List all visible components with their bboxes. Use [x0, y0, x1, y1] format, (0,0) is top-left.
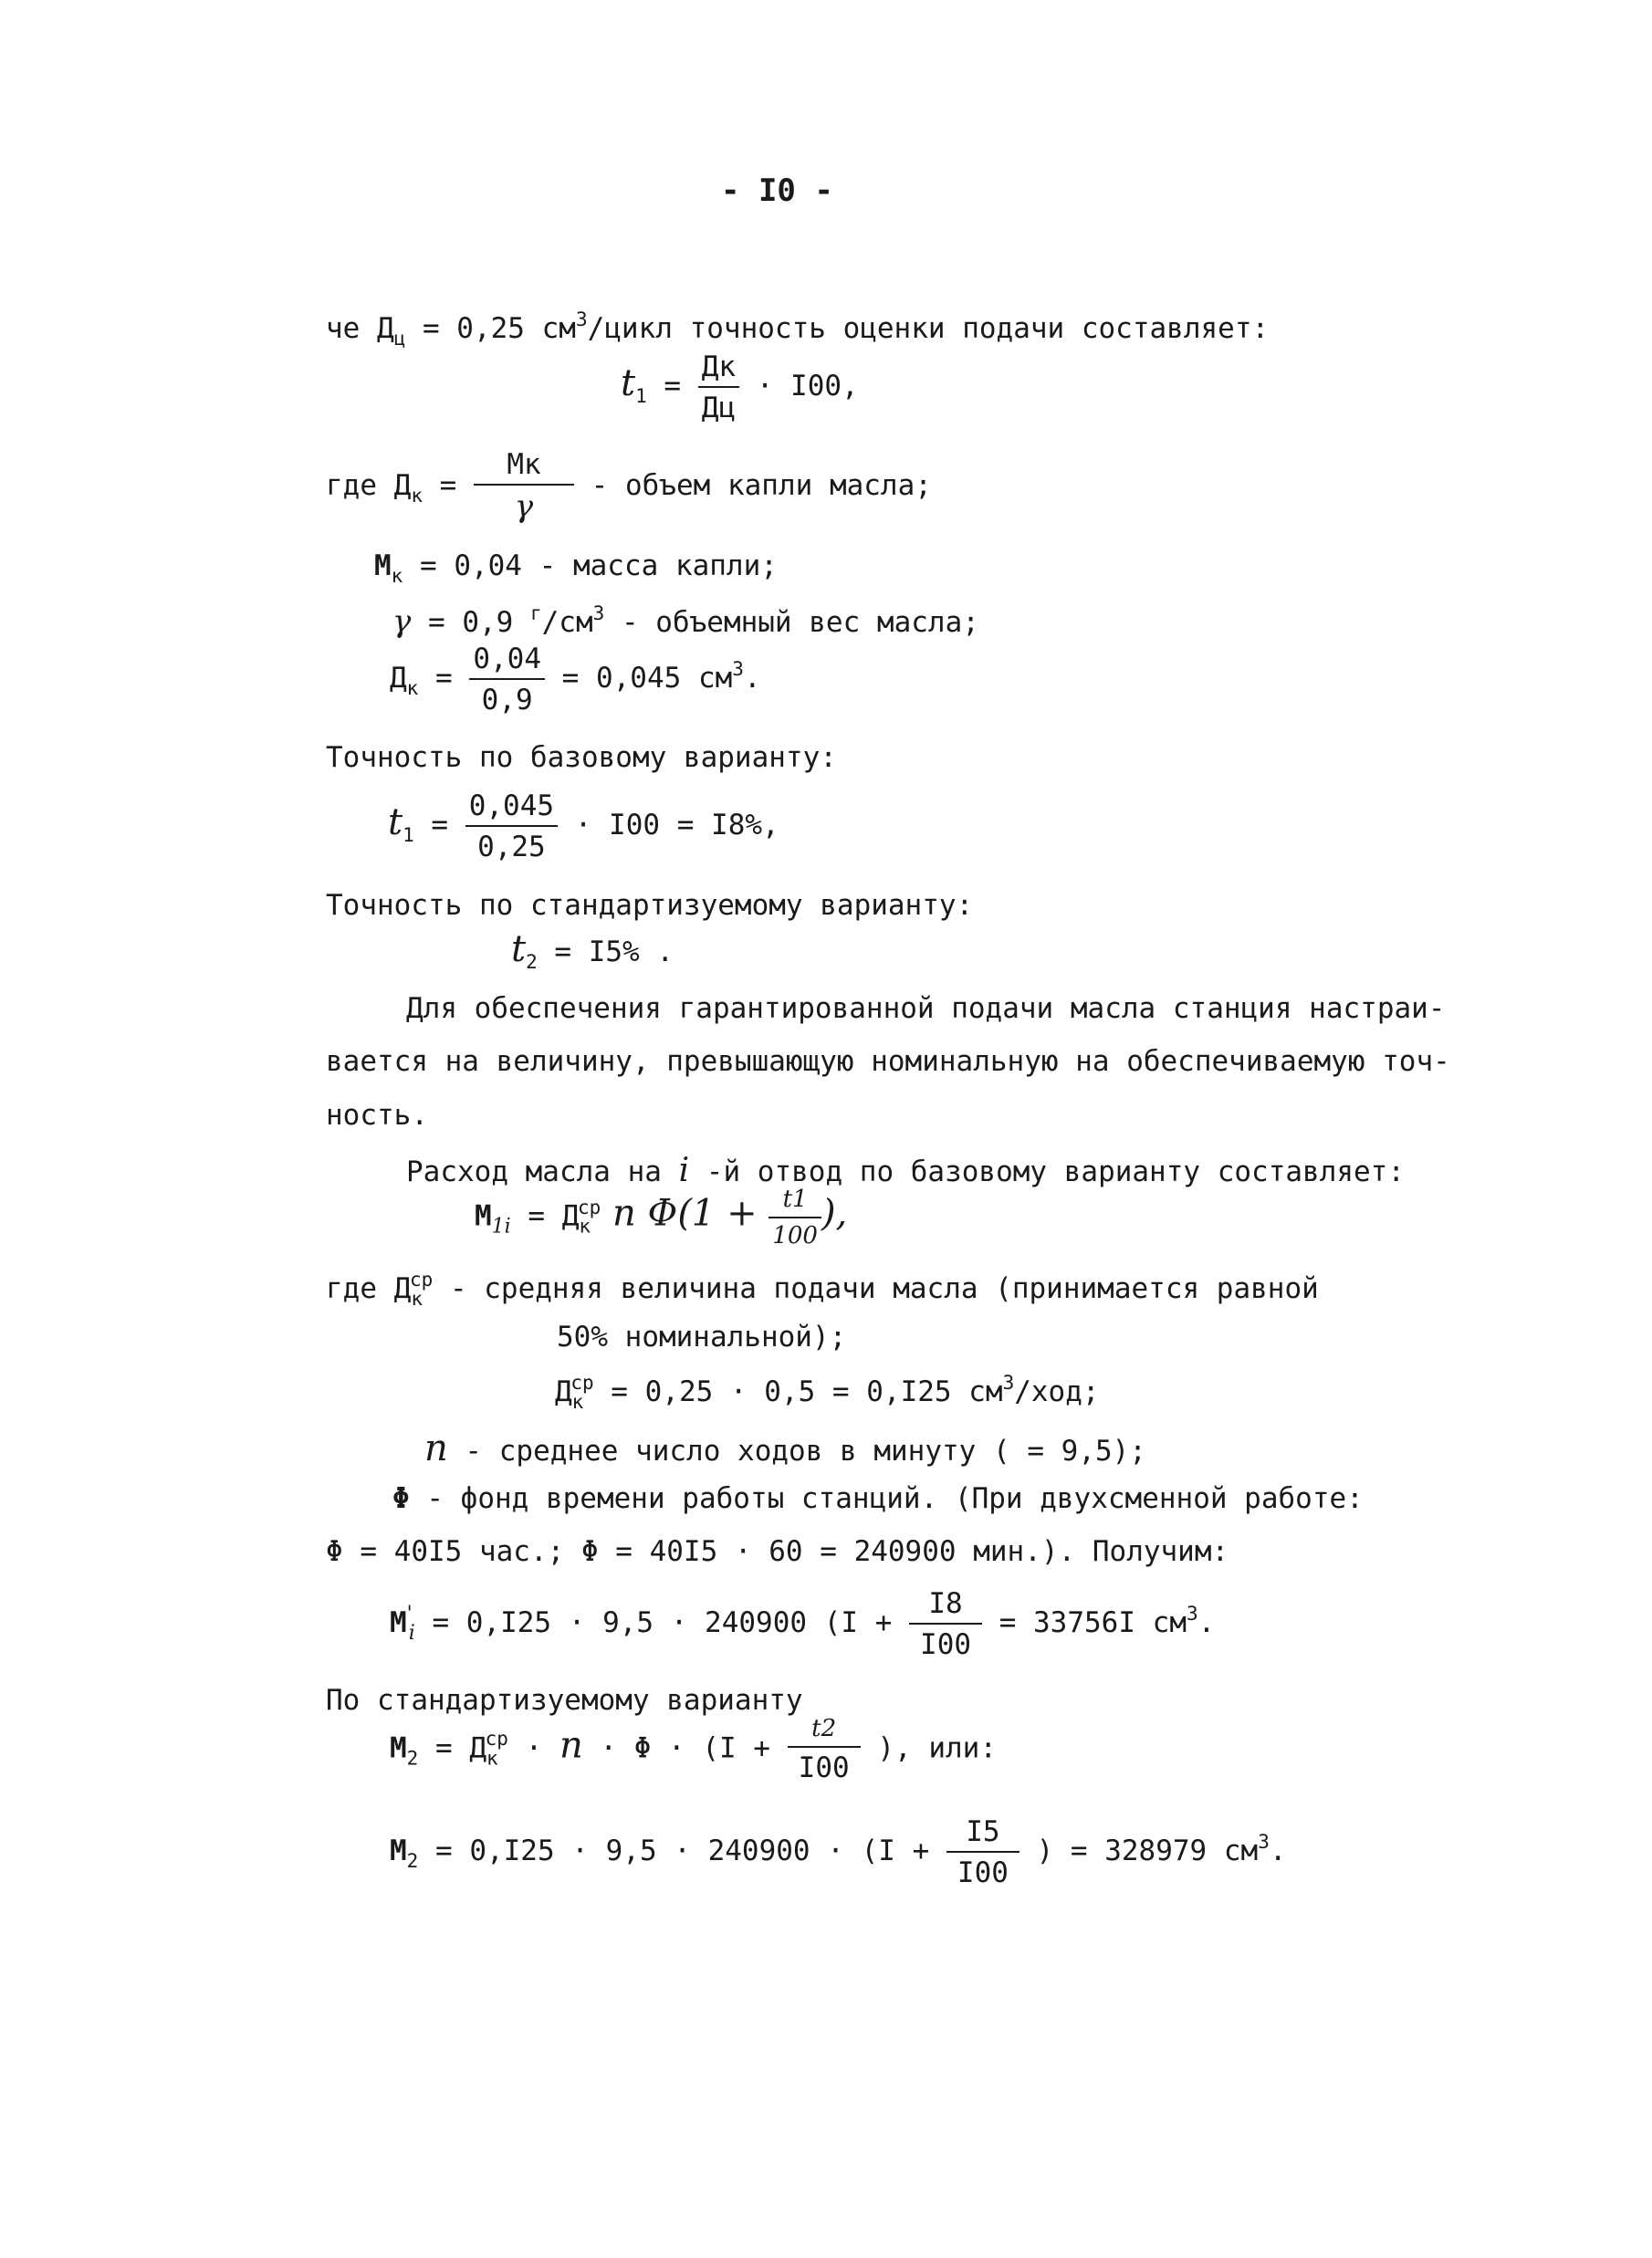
text-line-specific-weight: γ = 0,9 $^г/см^3$ - объемный вес масла;: [392, 602, 979, 640]
formula-base-consumption: $М'_i = 0,I25 \cdot 9,5 \cdot 240900$ (I + $\frac{I8}{I00}$ = 33756I $см^3$.: [390, 1587, 1216, 1662]
text-line-mean-delivery: где $Д_к^{ср}$ - средняя величина подачи масла (принимается равной: [326, 1269, 1319, 1310]
fraction: $\frac{0,04}{0,9}$: [469, 643, 545, 716]
formula-drop-volume: где $Д_к$ = $\frac{Мк}{\gamma}$ - объем капли масла;: [326, 448, 932, 526]
fraction: $\frac{I5}{I00}$: [946, 1816, 1019, 1888]
formula-drop-volume-value: $Д_к$ = $\frac{0,04}{0,9}$ = 0,045 $см^3$.: [390, 643, 761, 717]
formula-accuracy: $t_1$ = $\frac{Дк}{Дц}$ · I00,: [621, 350, 859, 425]
fraction: $\frac{I8}{I00}$: [909, 1588, 982, 1660]
formula-standard-accuracy: $t_2 = I5\%$ .: [511, 928, 674, 973]
formula-standard-consumption: $М_2 = Д_к^{ср} \cdot n \cdot \Phi \cdot (I$ + $\frac{t2}{I00}$ ), или:: [390, 1715, 997, 1784]
text-line-standard-accuracy: Точность по стандартизуемому варианту:: [326, 889, 974, 922]
paragraph-line: Для обеспечения гарантированной подачи масла станция настраи-: [406, 992, 1446, 1025]
page-number: - I0 -: [721, 172, 833, 209]
text-line-delivery: че $Д_ц = 0,25$ $см^3$/цикл точность оценки подачи составляет:: [326, 308, 1270, 350]
text-line-oil-consumption: Расход масла на i -й отвод по базовому варианту составляет:: [406, 1152, 1406, 1189]
fraction: $\frac{t2}{I00}$: [788, 1716, 861, 1783]
fraction: $\frac{Мк}{\gamma}$: [474, 449, 574, 524]
text-line-standard-variant: По стандартизуемому варианту: [326, 1684, 803, 1717]
text-line-drop-mass: $М_к = 0,04$ - масса капли;: [374, 549, 778, 587]
formula-standard-consumption-value: $М_2 = 0,I25 \cdot 9,5 \cdot 240900 \cdot (I$ + $\frac{I5}{I00}$ ) = 328979 $см^3$.: [390, 1815, 1287, 1890]
formula-oil-consumption: $М_{1i} = Д_к^{ср}$ n Φ(1 + $\frac{t1}{100}$ ),: [475, 1186, 848, 1249]
text-line-nominal: 50% номинальной);: [557, 1321, 847, 1354]
fraction: $\frac{t1}{100}$: [768, 1186, 821, 1249]
fraction: $\frac{Дк}{Дц}$: [698, 351, 739, 423]
text-line-strokes: n - среднее число ходов в минуту ( = 9,5);: [424, 1427, 1146, 1469]
text-line-time-fund-value: Φ = 40I5 час.; Φ = 40I5 · 60 = 240900 мин.). Получим:: [326, 1535, 1229, 1568]
paragraph-line: вается на величину, превышающую номинальную на обеспечиваемую точ-: [326, 1045, 1450, 1078]
text-line-base-accuracy: Точность по базовому варианту:: [326, 741, 837, 774]
paragraph-line: ность.: [326, 1099, 428, 1132]
formula-mean-delivery-value: $Д_к^{ср} = 0,25 \cdot 0,5 = 0,I25$ $см^3$/ход;: [555, 1372, 1100, 1413]
fraction: $\frac{0,045}{0,25}$: [465, 790, 558, 862]
formula-base-accuracy: $t_1$ = $\frac{0,045}{0,25}$ · I00 = I8%,: [388, 789, 779, 864]
text-line-time-fund: Φ - фонд времени работы станций. (При двухсменной работе:: [392, 1482, 1364, 1515]
